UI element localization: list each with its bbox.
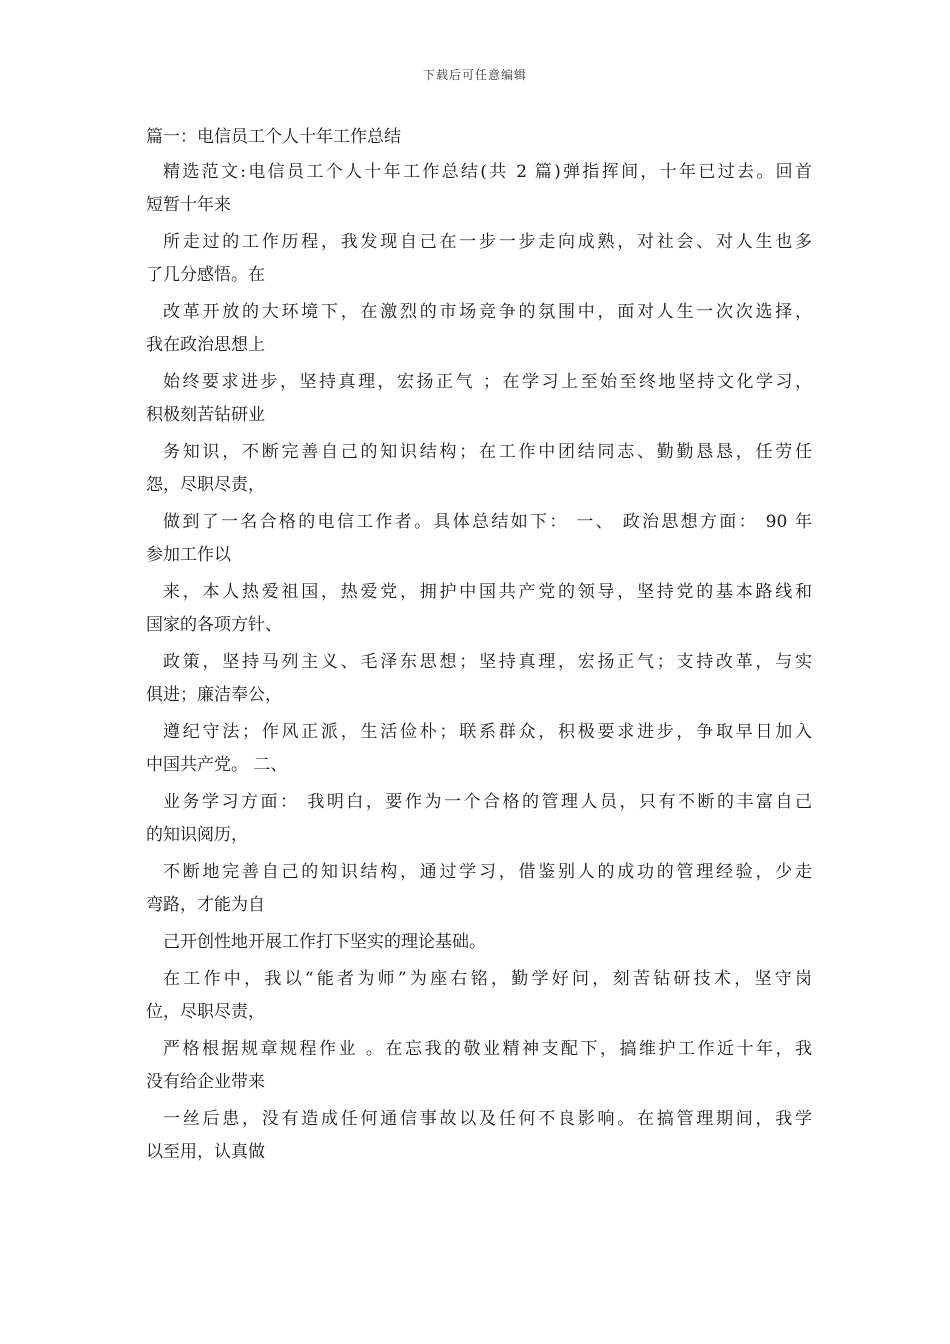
paragraph <box>146 296 812 362</box>
paragraph-line: 弯路，才能为自 <box>146 895 265 915</box>
paragraph-line: 积极刻苦钻研业 <box>146 405 265 425</box>
paragraph-line: 做到了一名合格的电信工作者。具体总结如下： 一、 政治思想方面： 90 年 <box>163 512 812 532</box>
paragraph <box>146 156 812 222</box>
paragraph <box>146 436 812 502</box>
paragraph-line: 务知识，不断完善自己的知识结构；在工作中团结同志、勤勤恳恳，任劳任 <box>163 442 812 462</box>
paragraph-line: 在工作中，我以“能者为师”为座右铭，勤学好问，刻苦钻研技术，坚守岗 <box>163 969 812 989</box>
paragraph-line: 一丝后患，没有造成任何通信事故以及任何不良影响。在搞管理期间，我学 <box>163 1109 812 1129</box>
paragraph-line: 国家的各项方针、 <box>146 615 282 635</box>
paragraph <box>146 716 812 782</box>
paragraph <box>146 926 812 959</box>
paragraph-line: 中国共产党。 二、 <box>146 755 288 775</box>
paragraph-line: 了几分感悟。在 <box>146 265 265 285</box>
paragraph-line: 俱进；廉洁奉公， <box>146 685 282 705</box>
paragraph-line: 始终要求进步，坚持真理，宏扬正气 ；在学习上至始至终地坚持文化学习， <box>163 372 812 392</box>
paragraph-line: 所走过的工作历程，我发现自己在一步一步走向成熟，对社会、对人生也多 <box>163 232 812 252</box>
paragraph-line: 不断地完善自己的知识结构，通过学习，借鉴别人的成功的管理经验，少走 <box>163 862 812 882</box>
paragraph <box>146 226 812 292</box>
paragraph <box>146 1033 812 1099</box>
paragraph-line: 的知识阅历， <box>146 825 248 845</box>
paragraph-line: 短暂十年来 <box>146 195 231 215</box>
paragraph-line: 以至用，认真做 <box>146 1142 265 1162</box>
paragraph <box>146 1103 812 1169</box>
paragraph-line: 严格根据规章规程作业 。在忘我的敬业精神支配下，搞维护工作近十年，我 <box>163 1039 812 1059</box>
page-header: 下载后可任意编辑 <box>422 68 527 82</box>
paragraph-line: 没有给企业带来 <box>146 1072 265 1092</box>
paragraph-line: 精选范文:电信员工个人十年工作总结(共 2 篇)弹指挥间，十年已过去。回首 <box>163 162 812 182</box>
paragraph <box>146 576 812 642</box>
paragraph <box>146 856 812 922</box>
paragraph-line: 业务学习方面： 我明白，要作为一个合格的管理人员，只有不断的丰富自己 <box>163 792 812 812</box>
paragraph <box>146 786 812 852</box>
paragraph <box>146 366 812 432</box>
paragraph-line: 改革开放的大环境下，在激烈的市场竞争的氛围中，面对人生一次次选择， <box>163 302 812 322</box>
paragraph-line: 参加工作以 <box>146 545 231 565</box>
document-title: 篇一：电信员工个人十年工作总结 <box>146 127 401 147</box>
paragraph <box>146 506 812 572</box>
paragraph-line: 政策，坚持马列主义、毛泽东思想；坚持真理，宏扬正气；支持改革，与实 <box>163 652 812 672</box>
paragraph-line: 怨，尽职尽责， <box>146 475 265 495</box>
paragraph-line: 我在政治思想上 <box>146 335 265 355</box>
paragraph-line: 来，本人热爱祖国，热爱党，拥护中国共产党的领导，坚持党的基本路线和 <box>163 582 812 602</box>
paragraph <box>146 963 812 1029</box>
paragraph-line: 位，尽职尽责， <box>146 1002 265 1022</box>
document-body <box>146 126 812 1173</box>
paragraph-list <box>146 156 812 1169</box>
paragraph-line: 遵纪守法；作风正派，生活俭朴；联系群众，积极要求进步，争取早日加入 <box>163 722 812 742</box>
paragraph-line: 己开创性地开展工作打下坚实的理论基础。 <box>163 932 486 952</box>
paragraph <box>146 646 812 712</box>
